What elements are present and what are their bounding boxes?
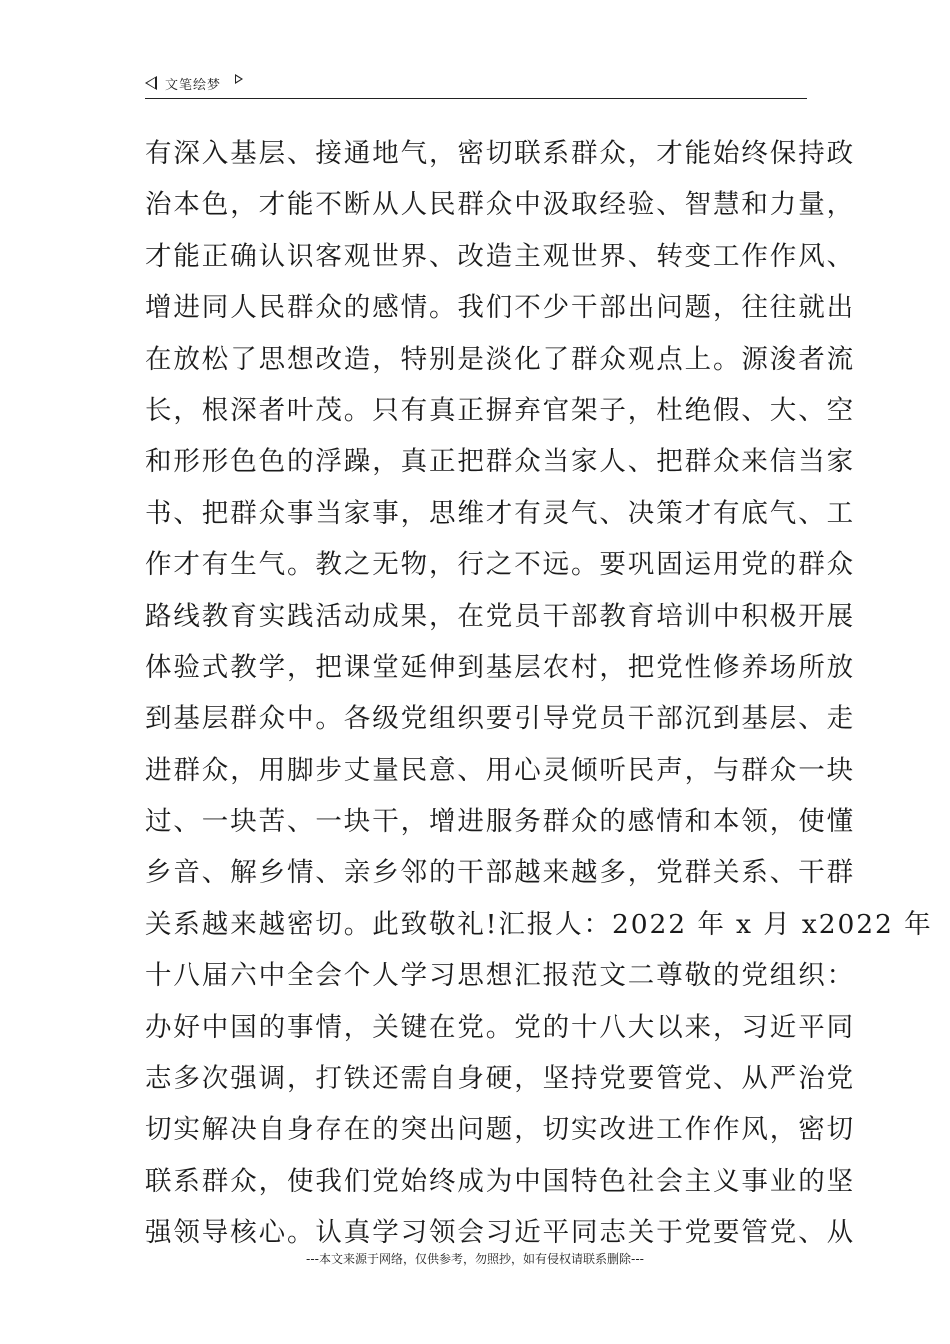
body-line: 书、把群众事当家事，思维才有灵气、决策才有底气、工 (145, 497, 855, 529)
body-line: 办好中国的事情，关键在党。党的十八大以来，习近平同 (145, 1011, 855, 1043)
body-line: 有深入基层、接通地气，密切联系群众，才能始终保持政 (145, 138, 855, 169)
page-footer: ---本文来源于网络，仅供参考，勿照抄，如有侵权请联系删除--- (306, 1252, 644, 1266)
body-line: 联系群众，使我们党始终成为中国特色社会主义事业的坚 (145, 1165, 855, 1197)
body-line: 体验式教学，把课堂延伸到基层农村，把党性修养场所放 (145, 651, 855, 683)
body-line: 增进同人民群众的感情。我们不少干部出问题，往往就出 (145, 292, 855, 324)
document-body (145, 128, 933, 1259)
body-line: 乡音、解乡情、亲乡邻的干部越来越多，党群关系、干群 (145, 857, 855, 889)
header-brand: 文笔绘梦 (165, 78, 222, 93)
left-triangle-icon (145, 76, 157, 90)
body-line: 和形形色色的浮躁，真正把群众当家人、把群众来信当家 (145, 446, 855, 478)
body-line: 治本色，才能不断从人民群众中汲取经验、智慧和力量， (145, 189, 855, 221)
page-header (145, 72, 807, 99)
body-line: 路线教育实践活动成果，在党员干部教育培训中积极开展 (145, 600, 855, 632)
right-triangle-icon (235, 74, 243, 84)
body-line: 到基层群众中。各级党组织要引导党员干部沉到基层、走 (145, 703, 855, 735)
body-line: 过、一块苦、一块干，增进服务群众的感情和本领，使懂 (145, 806, 855, 838)
body-line: 才能正确认识客观世界、改造主观世界、转变工作作风、 (145, 240, 855, 272)
body-line: 切实解决自身存在的突出问题，切实改进工作作风，密切 (145, 1114, 855, 1146)
body-line: 进群众，用脚步丈量民意、用心灵倾听民声，与群众一块 (145, 754, 855, 786)
body-line: 长，根深者叶茂。只有真正摒弃官架子，杜绝假、大、空 (145, 394, 855, 426)
body-line: 十八届六中全会个人学习思想汇报范文二尊敬的党组织： (145, 960, 855, 992)
body-line: 在放松了思想改造，特别是淡化了群众观点上。源浚者流 (145, 343, 855, 375)
body-line: 关系越来越密切。此致敬礼!汇报人：2022 年 x 月 x2022 年 (145, 908, 933, 940)
body-line: 作才有生气。教之无物，行之不远。要巩固运用党的群众 (145, 549, 855, 581)
body-line: 志多次强调，打铁还需自身硬，坚持党要管党、从严治党 (145, 1063, 855, 1095)
body-line: 强领导核心。认真学习领会习近平同志关于党要管党、从 (145, 1217, 855, 1249)
